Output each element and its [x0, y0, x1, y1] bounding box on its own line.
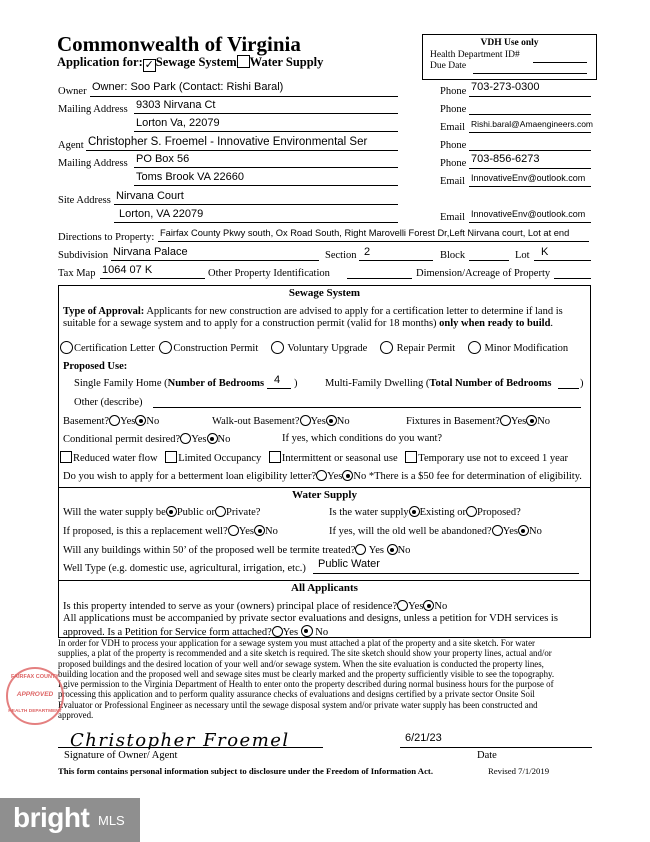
certification-letter-radio[interactable]: [60, 341, 73, 354]
abandoned-no-label: No: [528, 526, 542, 537]
existing-label: Existing or: [419, 507, 466, 518]
basement-yes-radio[interactable]: [109, 415, 120, 426]
termite-no-label: No: [397, 545, 411, 556]
well-type-label: Well Type (e.g. domestic use, agricultural, irrigation, etc.): [63, 563, 306, 574]
temporary-use-checkbox[interactable]: [405, 451, 417, 463]
principal-no-radio[interactable]: [423, 600, 434, 611]
site-address1-value[interactable]: Nirvana Court: [116, 190, 184, 202]
water-supply-label: Water Supply: [249, 55, 324, 69]
petition-no-radio[interactable]: [301, 625, 313, 637]
existing-radio[interactable]: [409, 506, 420, 517]
other-describe-label: Other (describe): [74, 397, 143, 408]
agent-email-value[interactable]: InnovativeEnv@outlook.com: [471, 173, 586, 183]
certification-letter-label: Certification Letter: [74, 343, 155, 354]
stamp-top-text: FAIRFAX COUNTY: [11, 674, 59, 680]
date-label: Date: [477, 750, 497, 761]
basement-no-radio[interactable]: [135, 415, 146, 426]
agent-address2-value[interactable]: Toms Brook VA 22660: [136, 171, 245, 183]
multi-family-row: [325, 378, 551, 389]
sewage-header: Sewage System: [288, 287, 361, 299]
abandoned-yes-radio[interactable]: [492, 525, 503, 536]
termite-no-radio[interactable]: [387, 544, 398, 555]
walkout-no-radio[interactable]: [326, 415, 337, 426]
abandoned-row: [329, 525, 542, 537]
conditional-label: Conditional permit desired?: [63, 434, 181, 445]
intermittent-use-checkbox[interactable]: [269, 451, 281, 463]
intermittent-use-label: Intermittent or seasonal use: [281, 453, 398, 464]
notice-line: Evaluator or Professional Engineer as necessary until the sewage disposal system and/or private water supply has been constructed and: [58, 699, 538, 710]
bright-mls-watermark: [0, 798, 140, 842]
foia-notice: This form contains personal information subject to disclosure under the Freedom of Information Act.: [58, 766, 433, 776]
agent-name-value[interactable]: Christopher S. Froemel - Innovative Environmental Ser: [88, 136, 368, 148]
replacement-no-label: No: [265, 526, 278, 537]
stamp-middle-text: APPROVED: [16, 691, 54, 698]
notice-line: processing this application and to perform quality assurance checks of evaluations and designs certified by a private sector Onsite Soil: [58, 689, 535, 700]
owner-email-label: Email: [440, 122, 466, 133]
walkout-yes-radio[interactable]: [300, 415, 311, 426]
voluntary-upgrade-label: Voluntary Upgrade: [287, 343, 368, 354]
revised-date: Revised 7/1/2019: [488, 766, 550, 776]
notice-line: proposed buildings and the desired location of your well and/or sewage system. When the site evaluation is conducted the property lines,: [58, 658, 544, 669]
termite-yes-label: Yes: [368, 545, 384, 556]
type-of-approval-body: Applicants for new construction are advised to apply for a certification letter to determine if land is suitable for a sewage system and to apply for a construction permit (valid for 18 months): [63, 306, 563, 329]
approval-stamp: [6, 667, 64, 725]
watermark-suffix: MLS: [98, 813, 125, 828]
mfd-close-paren: ): [580, 378, 584, 389]
well-type-value[interactable]: Public Water: [318, 558, 380, 570]
water-supply-checkbox[interactable]: [237, 55, 250, 68]
conditional-no-label: No: [217, 434, 231, 445]
replacement-yes-label: Yes: [238, 526, 255, 537]
termite-row: [63, 544, 410, 556]
owner-address2-value[interactable]: Lorton Va, 22079: [136, 117, 220, 129]
other-id-label: Other Property Identification: [208, 268, 330, 279]
agent-email-label: Email: [440, 176, 466, 187]
basement-no-label: No: [146, 416, 160, 427]
betterment-yes-radio[interactable]: [316, 470, 327, 481]
betterment-fee-note: *There is a $50 fee for determination of eligibility.: [366, 471, 582, 482]
termite-question: Will any buildings within 50’ of the proposed well be termite treated?: [63, 545, 356, 556]
private-label: Private?: [226, 507, 261, 518]
betterment-row: [63, 470, 582, 482]
principal-question: Is this property intended to serve as your (owners) principal place of residence?: [63, 601, 398, 612]
section-value[interactable]: 2: [364, 246, 371, 258]
abandoned-no-radio[interactable]: [518, 525, 529, 536]
site-address-label: Site Address: [58, 195, 111, 206]
site-email-label: Email: [440, 212, 466, 223]
abandoned-question: If yes, will the old well be abandoned?: [329, 526, 492, 537]
conditional-yes-radio[interactable]: [180, 433, 191, 444]
due-date-label: Due Date: [430, 61, 467, 71]
existing-row: [329, 506, 521, 518]
owner-phone2-label: Phone: [440, 104, 467, 115]
fixtures-no-radio[interactable]: [526, 415, 537, 426]
health-dept-id-label: Health Department ID#: [430, 50, 520, 60]
petition-question: approved. Is a Petition for Service form attached?: [63, 627, 272, 638]
notice-line: I give permission to the Virginia Department of Health to enter onto the property described during normal business hours for the purpose of: [58, 679, 554, 690]
termite-yes-radio[interactable]: [355, 544, 366, 555]
construction-permit-radio[interactable]: [159, 341, 172, 354]
water-supply-row: [63, 506, 260, 518]
approval-options: [60, 341, 568, 354]
betterment-label: Do you wish to apply for a betterment loan eligibility letter?: [63, 471, 317, 482]
voluntary-upgrade-radio[interactable]: [271, 341, 284, 354]
num-bedrooms-label: Number of Bedrooms: [167, 378, 265, 389]
owner-email-value[interactable]: Rishi.baral@Amaengineers.com: [471, 119, 594, 129]
petition-row: [63, 625, 328, 638]
agent-address1-value[interactable]: PO Box 56: [136, 153, 190, 165]
subdivision-label: Subdivision: [58, 250, 109, 261]
subdivision-value[interactable]: Nirvana Palace: [113, 246, 188, 258]
stamp-bottom-text: HEALTH DEPARTMENT: [8, 709, 62, 714]
type-of-approval-label: Type of Approval:: [63, 306, 145, 317]
agent-phone-value[interactable]: 703-856-6273: [471, 153, 540, 165]
fixtures-no-label: No: [537, 416, 551, 427]
private-sector-line: All applications must be accompanied by private sector evaluations and designs, unless a petition for VDH services is: [63, 613, 558, 624]
principal-residence-row: [63, 600, 447, 612]
basement-yes-label: Yes: [120, 416, 136, 427]
signature[interactable]: Christopher Froemel: [70, 730, 290, 751]
dimension-label: Dimension/Acreage of Property: [416, 268, 551, 279]
betterment-no-label: No: [353, 471, 367, 482]
reduced-water-flow-checkbox[interactable]: [60, 451, 72, 463]
site-address2-value[interactable]: Lorton, VA 22079: [119, 208, 204, 220]
proposed-label: Proposed?: [476, 507, 521, 518]
tax-map-label: Tax Map: [58, 268, 96, 279]
block-label: Block: [440, 250, 466, 261]
owner-name-value[interactable]: Owner: Soo Park (Contact: Rishi Baral): [92, 81, 284, 93]
sewage-system-label: Sewage System: [155, 55, 237, 69]
petition-yes-radio[interactable]: [272, 626, 283, 637]
walkout-yes-label: Yes: [310, 416, 326, 427]
owner-label: Owner: [58, 86, 87, 97]
vdh-box-title: VDH Use only: [480, 38, 539, 48]
notice-line: supplies, a plat of the property is recommended and a site sketch is required. The site sketch should show your property lines, actual and/or: [58, 648, 552, 659]
conditions-question: If yes, which conditions do you want?: [282, 433, 443, 444]
section-label: Section: [325, 250, 357, 261]
agent-phone-label: Phone: [440, 140, 467, 151]
conditional-no-radio[interactable]: [207, 433, 218, 444]
type-of-approval-bold: only when ready to build: [439, 318, 551, 329]
abandoned-yes-label: Yes: [502, 526, 518, 537]
temporary-use-label: Temporary use not to exceed 1 year: [418, 453, 568, 464]
fixtures-yes-label: Yes: [510, 416, 527, 427]
signature-date-value[interactable]: 6/21/23: [405, 732, 442, 744]
sfh-close-paren: ): [294, 378, 298, 389]
fixtures-row: [406, 415, 550, 427]
vdh-use-box: [422, 34, 597, 80]
principal-no-label: No: [434, 601, 448, 612]
proposed-radio[interactable]: [466, 506, 477, 517]
single-family-row: [74, 378, 264, 389]
water-supply-question: Will the water supply be: [63, 507, 166, 518]
betterment-yes-label: Yes: [327, 471, 343, 482]
private-radio[interactable]: [215, 506, 226, 517]
notice-line: building location and the proposed well and sewage sites must be clearly marked and the property sufficiently visible to see the topography.: [58, 668, 555, 679]
agent-phone2-label: Phone: [440, 158, 467, 169]
public-label: Public or: [176, 507, 216, 518]
replacement-no-radio[interactable]: [254, 525, 265, 536]
minor-modification-label: Minor Modification: [484, 343, 569, 354]
conditions-row: [60, 451, 568, 464]
owner-address1-value[interactable]: 9303 Nirvana Ct: [136, 99, 216, 111]
agent-mailing-label: Mailing Address: [58, 158, 128, 169]
application-for-row: [57, 55, 323, 72]
notice-paragraph: [58, 638, 598, 720]
notice-line: approved.: [58, 710, 94, 721]
replacement-question: If proposed, is this a replacement well?: [63, 526, 228, 537]
walkout-row: [212, 415, 350, 427]
walkout-label: Walk-out Basement?: [212, 416, 300, 427]
limited-occupancy-label: Limited Occupancy: [178, 453, 262, 464]
application-for-label: Application for:: [57, 55, 143, 69]
tax-map-value[interactable]: 1064 07 K: [102, 264, 153, 276]
lot-label: Lot: [515, 250, 530, 261]
all-applicants-header: All Applicants: [58, 580, 591, 596]
replacement-yes-radio[interactable]: [228, 525, 239, 536]
owner-phone-label: Phone: [440, 86, 467, 97]
repair-permit-radio[interactable]: [380, 341, 393, 354]
page-title: Commonwealth of Virginia: [57, 32, 301, 56]
betterment-no-radio[interactable]: [342, 470, 353, 481]
conditional-row: [63, 433, 230, 445]
directions-value[interactable]: Fairfax County Pkwy south, Ox Road South, Right Marovelli Forest Dr,Left Nirvana court, Lot at end: [160, 228, 570, 238]
owner-phone-value[interactable]: 703-273-0300: [471, 81, 540, 93]
limited-occupancy-checkbox[interactable]: [165, 451, 177, 463]
basement-row: [63, 415, 159, 427]
directions-label: Directions to Property:: [58, 232, 155, 243]
signature-label: Signature of Owner/ Agent: [64, 750, 178, 761]
total-bedrooms-label: Total Number of Bedrooms: [429, 378, 552, 389]
construction-permit-label: Construction Permit: [173, 343, 259, 354]
repair-permit-label: Repair Permit: [396, 343, 456, 354]
reduced-water-flow-label: Reduced water flow: [73, 453, 158, 464]
petition-yes-label: Yes: [282, 627, 299, 638]
principal-yes-label: Yes: [408, 601, 424, 612]
walkout-no-label: No: [336, 416, 350, 427]
bedrooms-value[interactable]: 4: [274, 374, 281, 386]
basement-label: Basement?: [63, 416, 110, 427]
sfh-label: Single Family Home (: [74, 378, 168, 389]
water-header: Water Supply: [58, 487, 591, 503]
minor-modification-radio[interactable]: [468, 341, 481, 354]
public-radio[interactable]: [166, 506, 177, 517]
replacement-row: [63, 525, 278, 537]
watermark-brand: bright: [13, 802, 90, 833]
principal-yes-radio[interactable]: [397, 600, 408, 611]
fixtures-label: Fixtures in Basement?: [406, 416, 500, 427]
agent-label: Agent: [58, 140, 84, 151]
mfd-label: Multi-Family Dwelling (: [325, 378, 430, 389]
site-email-value[interactable]: InnovativeEnv@outlook.com: [471, 209, 586, 219]
conditional-yes-label: Yes: [191, 434, 207, 445]
existing-question: Is the water supply: [329, 507, 409, 518]
fixtures-yes-radio[interactable]: [500, 415, 511, 426]
proposed-use-label: Proposed Use:: [63, 361, 128, 372]
notice-line: In order for VDH to process your application for a sewage system you must attached a plat of the property and a site sketch. For water: [58, 638, 535, 648]
petition-no-label: No: [315, 627, 329, 638]
lot-value[interactable]: K: [541, 246, 549, 258]
type-of-approval-text: Type of Approval: Applicants for new construction are advised to apply for a certification letter to determine if land is suitable for a sewage system and to apply for a construction permit (valid for 18 months) only when ready to build.: [63, 306, 563, 329]
owner-mailing-label: Mailing Address: [58, 104, 128, 115]
sewage-system-checkbox[interactable]: ✓: [144, 58, 154, 71]
